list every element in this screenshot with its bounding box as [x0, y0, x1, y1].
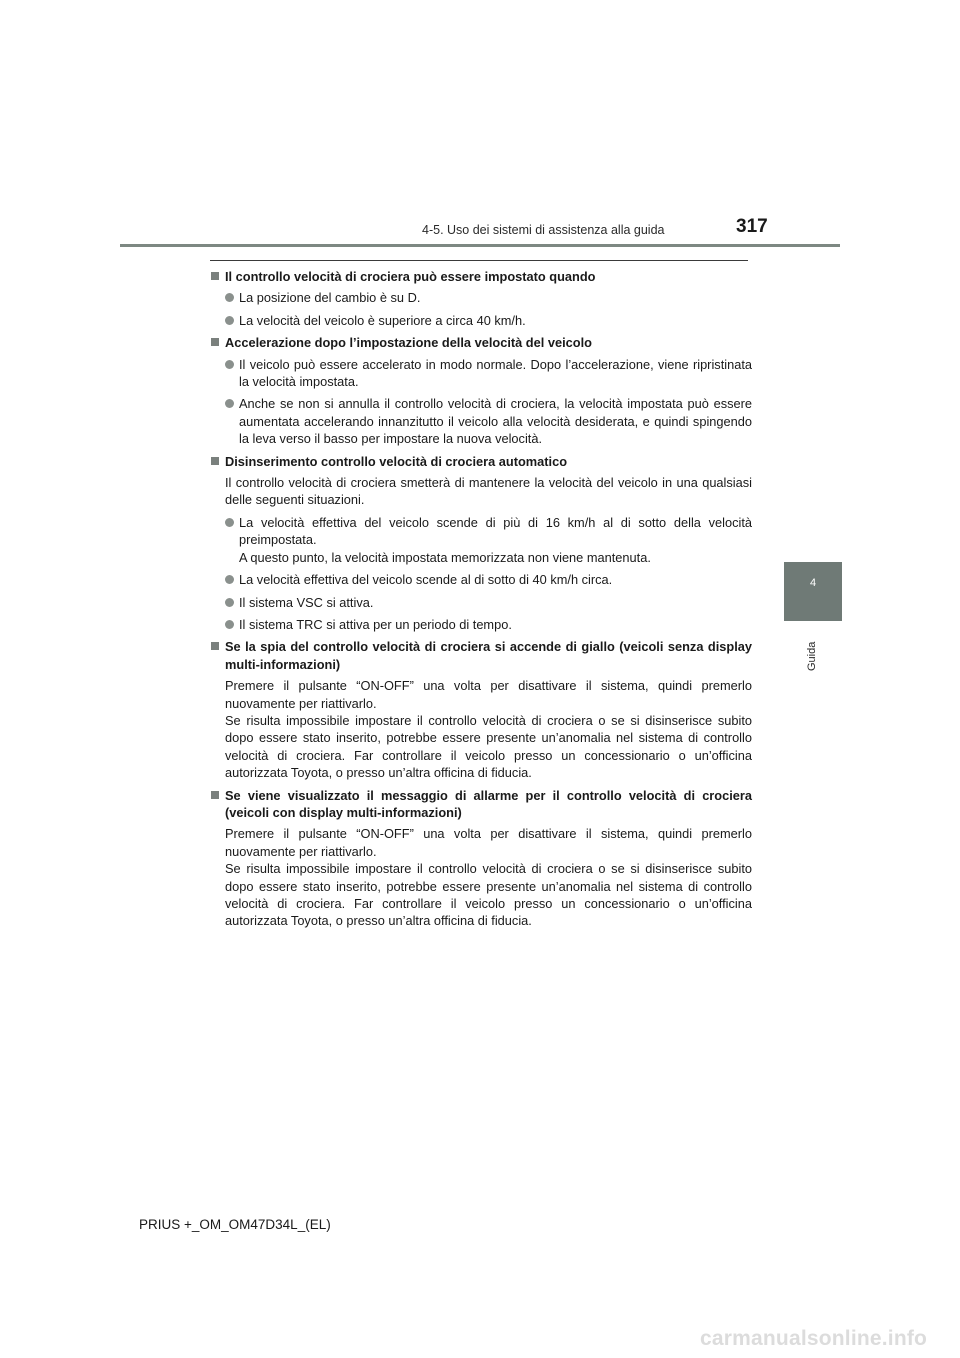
circle-bullet-icon [225, 360, 234, 369]
list-item: Il veicolo può essere accelerato in modo normale. Dopo l’accelerazione, viene ripristinata la velocità impostata. [211, 356, 752, 391]
circle-bullet-icon [225, 316, 234, 325]
circle-bullet-icon [225, 598, 234, 607]
content-rule [210, 260, 748, 261]
section-heading: Il controllo velocità di crociera può essere impostato quando [211, 268, 752, 285]
section-paragraph: Premere il pulsante “ON-OFF” una volta per disattivare il sistema, quindi premerlo nuovamente per riattivarlo. Se risulta impossibile impostare il controllo velocità di crociera o se si disinserisce subito dopo essere stato inserito, potrebbe essere presente un’anomalia nel sistema di controllo velocità di crociera. Far controllare il veicolo presso un concessionario o un’officina autorizzata Toyota, o presso un’altra officina di fiducia. [225, 826, 752, 929]
circle-bullet-icon [225, 575, 234, 584]
list-item: La velocità effettiva del veicolo scende al di sotto di 40 km/h circa. [211, 571, 752, 588]
section [211, 453, 752, 634]
section [211, 268, 752, 329]
page-header-section: 4-5. Uso dei sistemi di assistenza alla guida [422, 223, 665, 237]
section [211, 334, 752, 447]
circle-bullet-icon [225, 399, 234, 408]
watermark-link[interactable]: carmanualsonline.info [700, 1327, 928, 1350]
square-bullet-icon [211, 791, 219, 799]
section-heading: Disinserimento controllo velocità di crociera automatico [211, 453, 752, 470]
page-number: 317 [736, 216, 768, 237]
section-paragraph: Premere il pulsante “ON-OFF” una volta per disattivare il sistema, quindi premerlo nuovamente per riattivarlo. Se risulta impossibile impostare il controllo velocità di crociera o se si disinserisce subito dopo essere stato inserito, potrebbe essere presente un’anomalia nel sistema di controllo velocità di crociera. Far controllare il veicolo presso un concessionario o un’officina autorizzata Toyota, o presso un’altra officina di fiducia. [225, 678, 752, 781]
circle-bullet-icon [225, 293, 234, 302]
document-code: PRIUS +_OM_OM47D34L_(EL) [139, 1217, 331, 1232]
circle-bullet-icon [225, 620, 234, 629]
chapter-tab-number: 4 [809, 577, 817, 589]
list-item: Il sistema VSC si attiva. [211, 594, 752, 611]
square-bullet-icon [211, 457, 219, 465]
square-bullet-icon [211, 272, 219, 280]
section [211, 638, 752, 781]
list-item: Il sistema TRC si attiva per un periodo di tempo. [211, 616, 752, 633]
list-item: Anche se non si annulla il controllo velocità di crociera, la velocità impostata può essere aumentata accelerando innanzitutto il veicolo alla velocità desiderata, e quindi spingendo la leva verso il basso per impostare la nuova velocità. [211, 395, 752, 447]
section-heading: Se viene visualizzato il messaggio di allarme per il controllo velocità di crociera (veicoli con display multi-informazioni) [211, 787, 752, 822]
header-rule [120, 244, 840, 247]
chapter-tab[interactable] [784, 562, 842, 621]
chapter-tab-label: Guida [806, 641, 818, 671]
circle-bullet-icon [225, 518, 234, 527]
list-item: La velocità effettiva del veicolo scende di più di 16 km/h al di sotto della velocità preimpostata. A questo punto, la velocità impostata memorizzata non viene mantenuta. [211, 514, 752, 566]
square-bullet-icon [211, 642, 219, 650]
square-bullet-icon [211, 338, 219, 346]
section-heading: Se la spia del controllo velocità di crociera si accende di giallo (veicoli senza display multi-informazioni) [211, 638, 752, 673]
content-body [211, 268, 752, 935]
section [211, 787, 752, 930]
section-paragraph: Il controllo velocità di crociera smetterà di mantenere la velocità del veicolo in una qualsiasi delle seguenti situazioni. [225, 475, 752, 508]
section-heading: Accelerazione dopo l’impostazione della velocità del veicolo [211, 334, 752, 351]
list-item: La velocità del veicolo è superiore a circa 40 km/h. [211, 312, 752, 329]
list-item: La posizione del cambio è su D. [211, 289, 752, 306]
